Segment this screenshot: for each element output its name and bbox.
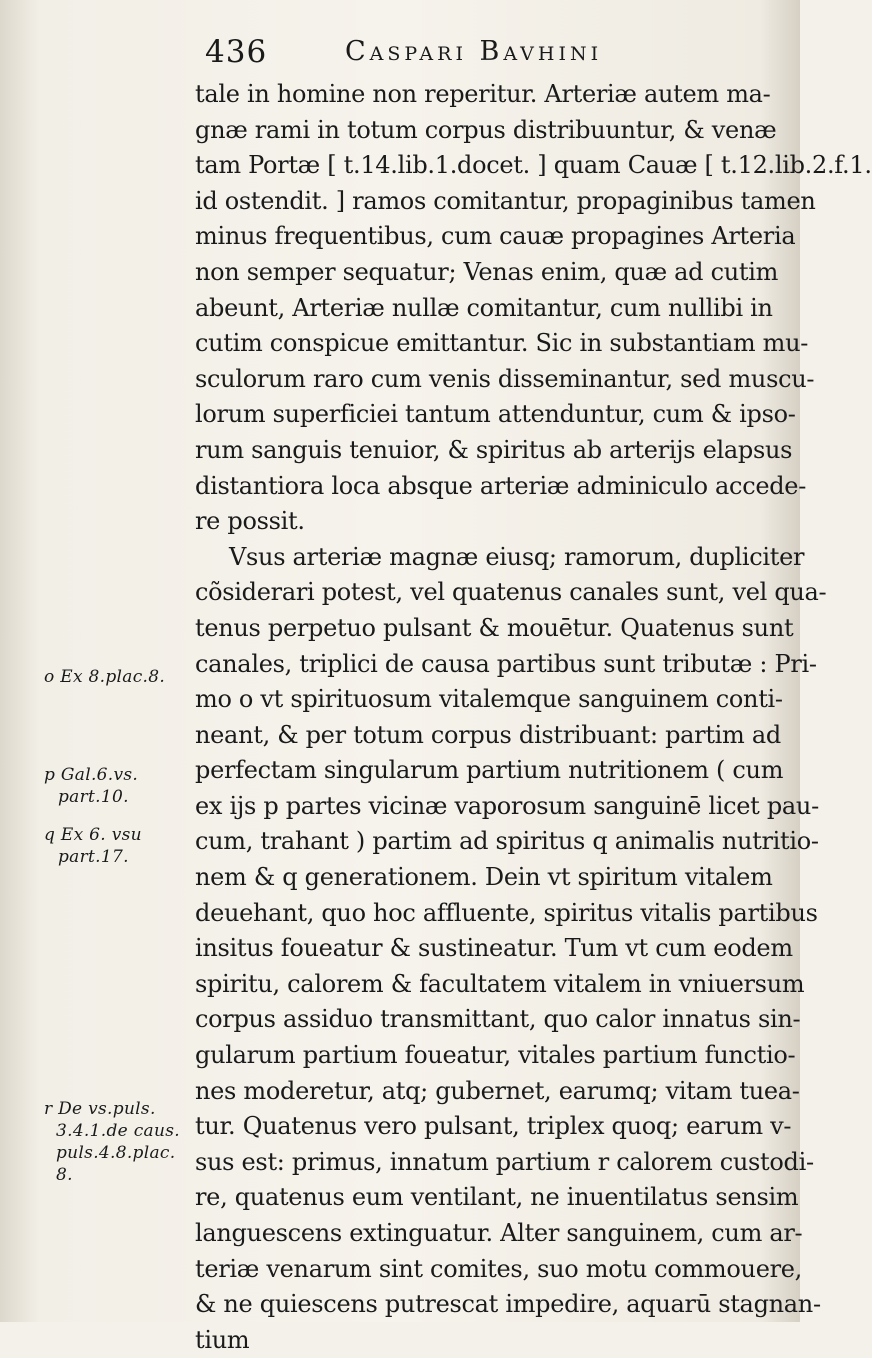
margin-note-line: o Ex 8.plac.8. [44, 667, 166, 687]
main-text [195, 77, 872, 1358]
text-line: tium [195, 1325, 250, 1354]
text-line: sus est: primus, innatum partium r calorem custodi- [195, 1147, 814, 1176]
text-line: teriæ venarum sint comites, suo motu commouere, [195, 1254, 803, 1283]
text-line: deuehant, quo hoc affluente, spiritus vitalis partibus [195, 898, 818, 927]
page-header [205, 30, 765, 70]
margin-note-line: p Gal.6.vs. [44, 765, 139, 785]
text-line: canales, triplici de causa partibus sunt tributæ : Pri- [195, 649, 817, 678]
text-line: neant, & per totum corpus distribuant: partim ad [195, 720, 781, 749]
margin-note-line: part.17. [58, 847, 129, 867]
margin-note-line: 3.4.1.de caus. [56, 1121, 180, 1141]
margin-note-p [44, 764, 194, 808]
text-line: rum sanguis tenuior, & spiritus ab arterijs elapsus [195, 435, 793, 464]
text-line: sculorum raro cum venis disseminantur, sed muscu- [195, 364, 815, 393]
text-line: corpus assiduo transmittant, quo calor innatus sin- [195, 1005, 801, 1034]
running-head: Caspari Bavhini [345, 36, 603, 67]
text-line: gularum partium foueatur, vitales partium functio- [195, 1041, 796, 1070]
text-line: cutim conspicue emittantur. Sic in substantiam mu- [195, 329, 809, 358]
margin-note-o [44, 666, 194, 688]
text-line: tur. Quatenus vero pulsant, triplex quoq; earum v- [195, 1112, 792, 1141]
text-line: re, quatenus eum ventilant, ne inuentilatus sensim [195, 1183, 799, 1212]
margin-note-line: part.10. [58, 787, 129, 807]
text-line: nes moderetur, atq; gubernet, earumq; vitam tuea- [195, 1076, 800, 1105]
text-line: tam Portæ [ t.14.lib.1.docet. ] quam Cauæ [ t.12.lib.2.f.1. [195, 151, 872, 180]
margin-note-r [44, 1098, 194, 1186]
text-line: tale in homine non reperitur. Arteriæ autem ma- [195, 80, 771, 108]
text-line: re possit. [195, 507, 305, 536]
text-line: Vsus arteriæ magnæ eiusq; ramorum, dupliciter [229, 542, 805, 571]
text-line: lorum superficiei tantum attenduntur, cum & ipso- [195, 400, 796, 429]
text-line: cum, trahant ) partim ad spiritus q animalis nutritio- [195, 827, 819, 856]
text-line: non semper sequatur; Venas enim, quæ ad cutim [195, 257, 779, 286]
text-line: gnæ rami in totum corpus distribuuntur, & venæ [195, 115, 777, 144]
text-line: spiritu, calorem & facultatem vitalem in vniuersum [195, 969, 805, 998]
margin-note-line: 8. [56, 1165, 73, 1185]
text-line: mo o vt spirituosum vitalemque sanguinem conti- [195, 685, 783, 714]
text-line: ex ijs p partes vicinæ vaporosum sanguinē licet pau- [195, 791, 819, 820]
margin-note-line: q Ex 6. vsu [44, 825, 142, 845]
text-line: perfectam singularum partium nutritionem ( cum [195, 756, 784, 785]
page-number: 436 [205, 34, 268, 70]
margin-note-q [44, 824, 194, 868]
margin-note-line: puls.4.8.plac. [56, 1143, 176, 1163]
text-line: languescens extinguatur. Alter sanguinem, cum ar- [195, 1219, 803, 1247]
text-line: tenus perpetuo pulsant & mouētur. Quatenus sunt [195, 613, 794, 642]
margin-note-line: r De vs.puls. [44, 1099, 156, 1119]
text-line: insitus foueatur & sustineatur. Tum vt cum eodem [195, 934, 793, 963]
text-line: cõsiderari potest, vel quatenus canales sunt, vel qua- [195, 578, 827, 607]
text-line: id ostendit. ] ramos comitantur, propaginibus tamen [195, 186, 816, 215]
text-line: abeunt, Arteriæ nullæ comitantur, cum nullibi in [195, 293, 773, 322]
text-line: & ne quiescens putrescat impedire, aquarū stagnan- [195, 1290, 821, 1319]
text-line: minus frequentibus, cum cauæ propagines Arteria [195, 222, 796, 251]
text-line: nem & q generationem. Dein vt spiritum vitalem [195, 863, 773, 892]
text-line: distantiora loca absque arteriæ adminiculo accede- [195, 471, 807, 500]
